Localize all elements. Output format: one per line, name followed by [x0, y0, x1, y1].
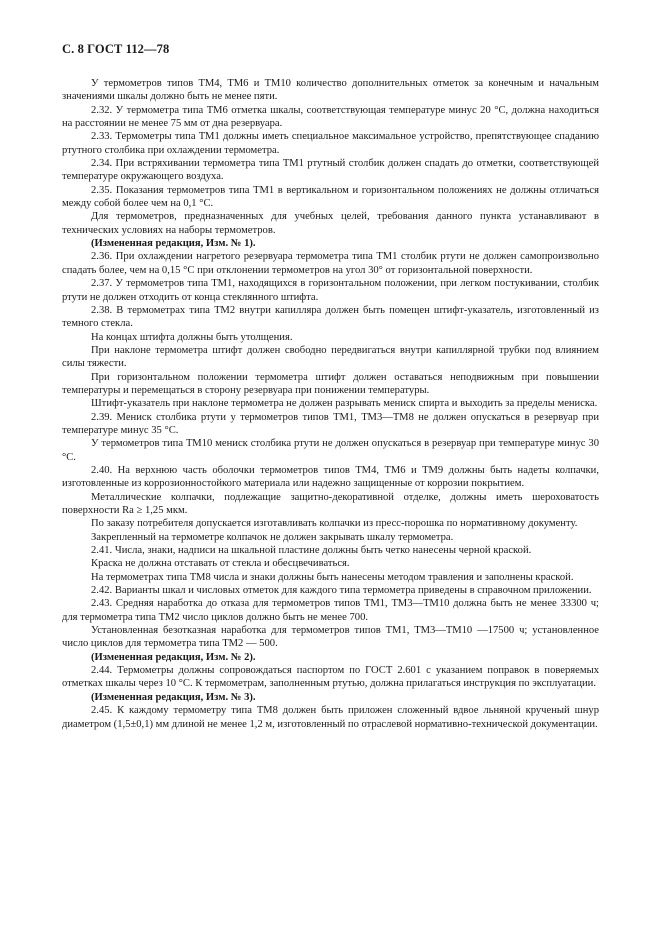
paragraph: 2.40. На верхнюю часть оболочки термометров типов ТМ4, ТМ6 и ТМ9 должны быть надеты колпачки, изготовленные из коррозионностойкого материала или надежно защищенные от коррозии покрытием. [62, 464, 599, 490]
paragraph: 2.39. Мениск столбика ртути у термометров типов ТМ1, ТМ3—ТМ8 не должен опускаться в резервуар при температуре минус 35 °С. [62, 411, 599, 436]
paragraph: Краска не должна отставать от стекла и обесцвечиваться. [91, 558, 350, 570]
paragraph: 2.37. У термометров типа ТМ1, находящихся в горизонтальном положении, при легком постукивании, столбик ртути не должен отходить от конца стеклянного штифта. [62, 278, 599, 303]
paragraph: 2.35. Показания термометров типа ТМ1 в вертикальном и горизонтальном положениях не должны отличаться между собой более чем на 0,1 °С. [62, 184, 599, 210]
revision-note: (Измененная редакция, Изм. № 1). [91, 238, 256, 250]
paragraph: 2.44. Термометры должны сопровождаться паспортом по ГОСТ 2.601 с указанием поправок в поверяемых отметках шкалы через 10 °С. К термометрам, заполненным ртутью, должна прилагаться инструкция по эксплуатации. [62, 665, 599, 690]
paragraph: Закрепленный на термометре колпачок не должен закрывать шкалу термометра. [91, 531, 454, 543]
paragraph: 2.41. Числа, знаки, надписи на шкальной пластине должны быть четко нанесены черной краской. [91, 545, 532, 557]
paragraph: 2.38. В термометрах типа ТМ2 внутри капилляра должен быть помещен штифт-указатель, изготовленный из темного стекла. [62, 304, 599, 330]
paragraph: 2.34. При встряхивании термометра типа ТМ1 ртутный столбик должен спадать до отметки, соответствующей температуре окружающего воздуха. [62, 158, 599, 183]
paragraph: Металлические колпачки, подлежащие защитно-декоративной отделке, должны иметь шероховатость поверхности Ra ≥ 1,25 мкм. [62, 491, 599, 516]
page-header: С. 8 ГОСТ 112—78 [62, 42, 170, 56]
revision-note: (Измененная редакция, Изм. № 3). [91, 691, 256, 703]
paragraph: При наклоне термометра штифт должен свободно передвигаться внутри капиллярной трубки под влиянием силы тяжести. [62, 344, 599, 370]
paragraph: Штифт-указатель при наклоне термометра не должен разрывать мениск спирта и выходить за пределы мениска. [91, 398, 598, 410]
paragraph: Установленная безотказная наработка для термометров типов ТМ1, ТМ3—ТМ10 —17500 ч; установленное число циклов для термометра типа ТМ2 — 500. [62, 625, 599, 650]
paragraph: 2.32. У термометра типа ТМ6 отметка шкалы, соответствующая температуре минус 20 °С, должна находиться на расстоянии не менее 75 мм от дна резервуара. [62, 104, 599, 130]
paragraph: На концах штифта должны быть утолщения. [91, 331, 293, 343]
paragraph: По заказу потребителя допускается изготавливать колпачки из пресс-порошка по нормативному документу. [91, 518, 578, 530]
paragraph: 2.43. Средняя наработка до отказа для термометров типов ТМ1, ТМ3—ТМ10 должна быть не менее 33300 ч; для термометра типа ТМ2 число циклов должно быть не менее 700. [62, 598, 599, 623]
paragraph: У термометров типов ТМ4, ТМ6 и ТМ10 количество дополнительных отметок за конечным и начальным значениями шкалы должно быть не менее пяти. [62, 78, 599, 103]
paragraph: При горизонтальном положении термометра штифт должен оставаться неподвижным при повышении температуры и перемещаться в сторону резервуара при понижении температуры. [62, 371, 599, 396]
body-text [62, 77, 599, 731]
paragraph: 2.45. К каждому термометру типа ТМ8 должен быть приложен сложенный вдвое льняной крученый шнур диаметром (1,5±0,1) мм длиной не менее 1,2 м, изготовленный по отраслевой нормативно-технической документации. [62, 705, 599, 730]
paragraph: 2.33. Термометры типа ТМ1 должны иметь специальное максимальное устройство, препятствующее спаданию ртутного столбика при охлаждении термометра. [62, 131, 599, 156]
paragraph: 2.36. При охлаждении нагретого резервуара термометра типа ТМ1 столбик ртути не должен самопроизвольно спадать более, чем на 0,15 °С при отклонении термометров на угол 30° от горизонтальной поверхности. [62, 251, 599, 276]
paragraph: На термометрах типа ТМ8 числа и знаки должны быть нанесены методом травления и заполнены краской. [91, 571, 574, 583]
paragraph: 2.42. Варианты шкал и числовых отметок для каждого типа термометра приведены в справочном приложении. [91, 585, 592, 597]
paragraph: У термометров типа ТМ10 мениск столбика ртути не должен опускаться в резервуар при температуре минус 30 °С. [62, 438, 599, 463]
revision-note: (Измененная редакция, Изм. № 2). [91, 651, 256, 663]
paragraph: Для термометров, предназначенных для учебных целей, требования данного пункта устанавливают в технических условиях на наборы термометров. [62, 211, 599, 236]
